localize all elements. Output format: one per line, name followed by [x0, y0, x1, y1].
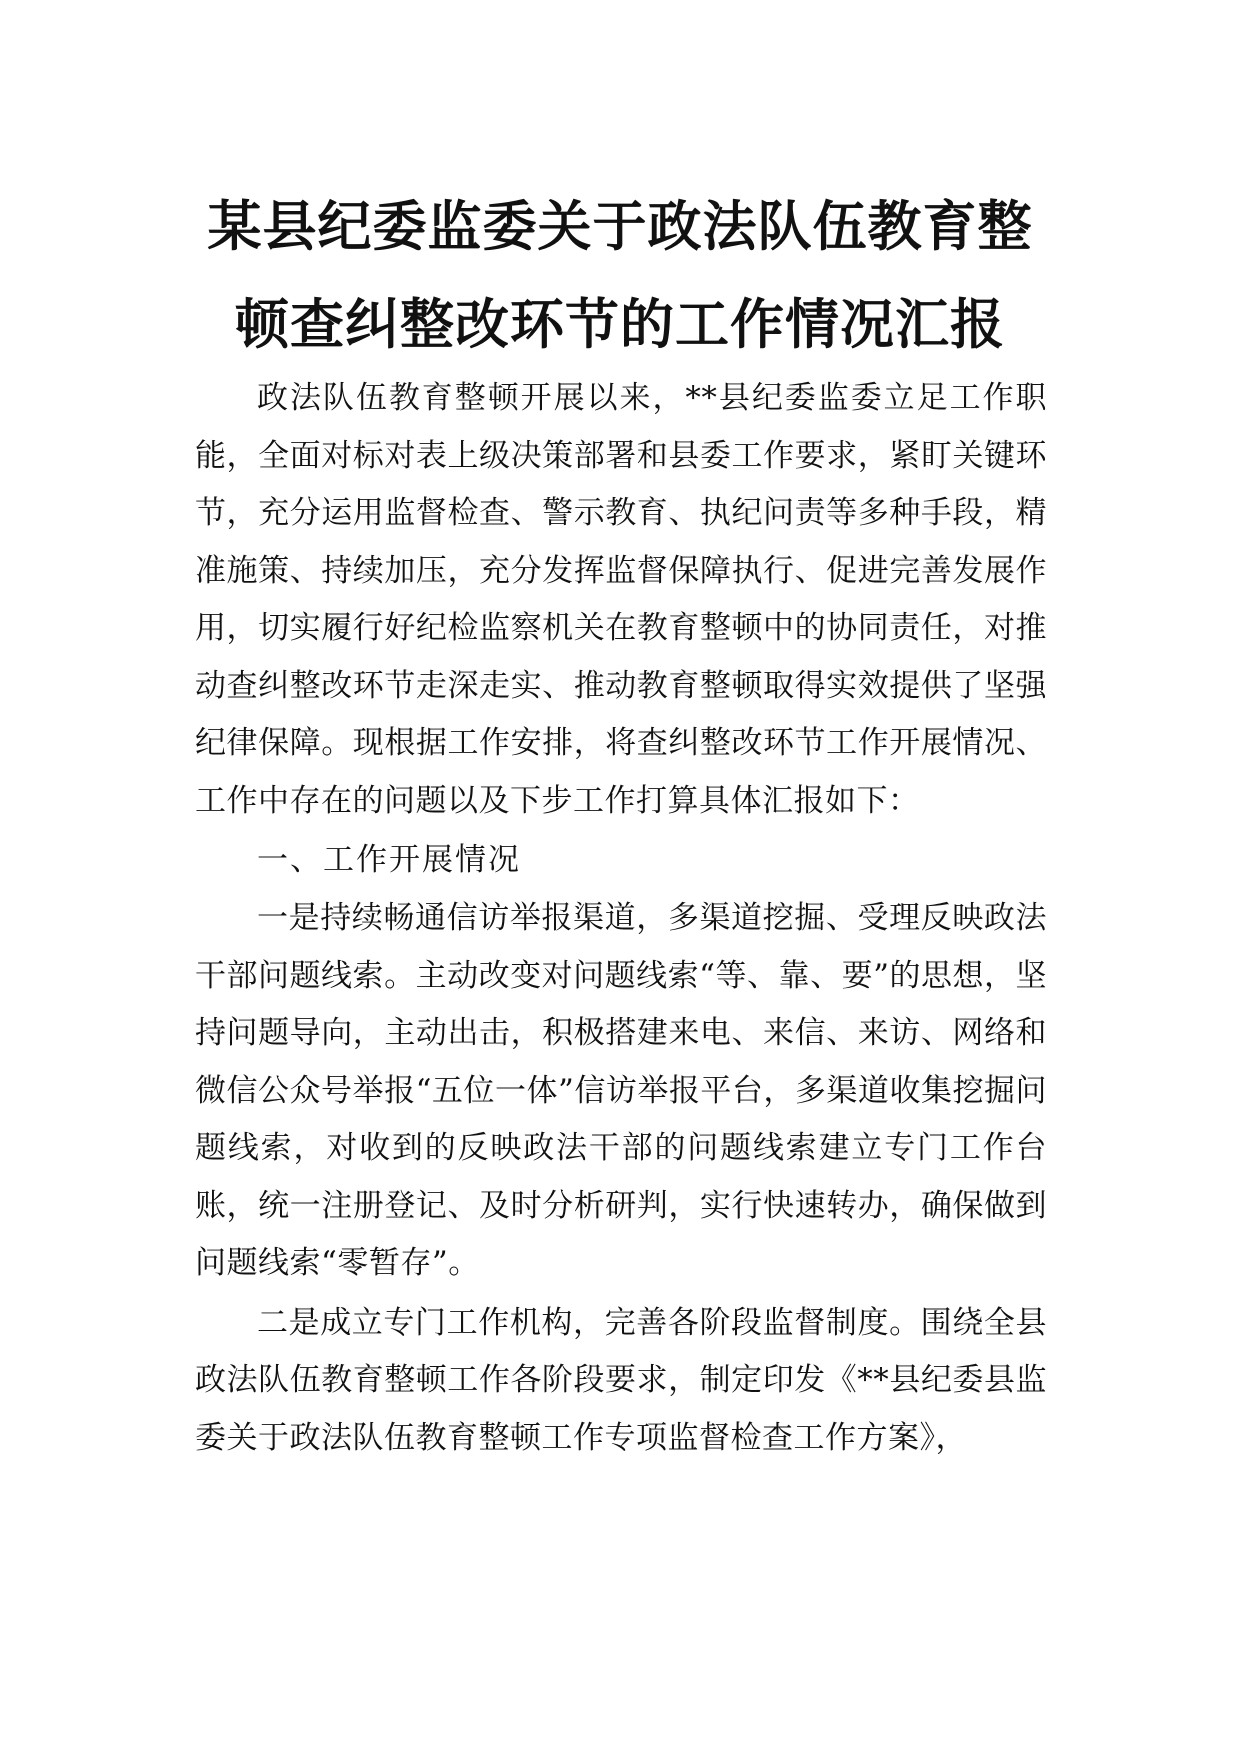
section-heading-1: 一、工作开展情况 [257, 842, 521, 878]
intro-paragraph: 政法队伍教育整顿开展以来，**县纪委监委立足工作职能，全面对标对表上级决策部署和县委工作要求，紧盯关键环节，充分运用监督检查、警示教育、执纪问责等多种手段，精准施策、持续加压，充分发挥监督保障执行、促进完善发展作用，切实履行好纪检监察机关在教育整顿中的协同责任，对推动查纠整改环节走深走实、推动教育整顿取得实效提供了坚强纪律保障。现根据工作安排，将查纠整改环节工作开展情况、工作中存在的问题以及下步工作打算具体汇报如下： [195, 380, 1047, 819]
point-2-paragraph: 二是成立专门工作机构，完善各阶段监督制度。围绕全县政法队伍教育整顿工作各阶段要求，制定印发《**县纪委县监委关于政法队伍教育整顿工作专项监督检查工作方案》， [195, 1304, 1047, 1456]
document-body [195, 370, 1047, 1467]
document-title [196, 178, 1044, 374]
point-1-paragraph: 一是持续畅通信访举报渠道，多渠道挖掘、受理反映政法干部问题线索。主动改变对问题线索“等、靠、要”的思想，坚持问题导向，主动出击，积极搭建来电、来信、来访、网络和微信公众号举报“五位一体”信访举报平台，多渠道收集挖掘问题线索，对收到的反映政法干部的问题线索建立专门工作台账，统一注册登记、及时分析研判，实行快速转办，确保做到问题线索“零暂存”。 [195, 900, 1047, 1281]
title-line-2: 顿查纠整改环节的工作情况汇报 [235, 293, 1005, 356]
title-line-1: 某县纪委监委关于政法队伍教育整 [207, 195, 1033, 258]
